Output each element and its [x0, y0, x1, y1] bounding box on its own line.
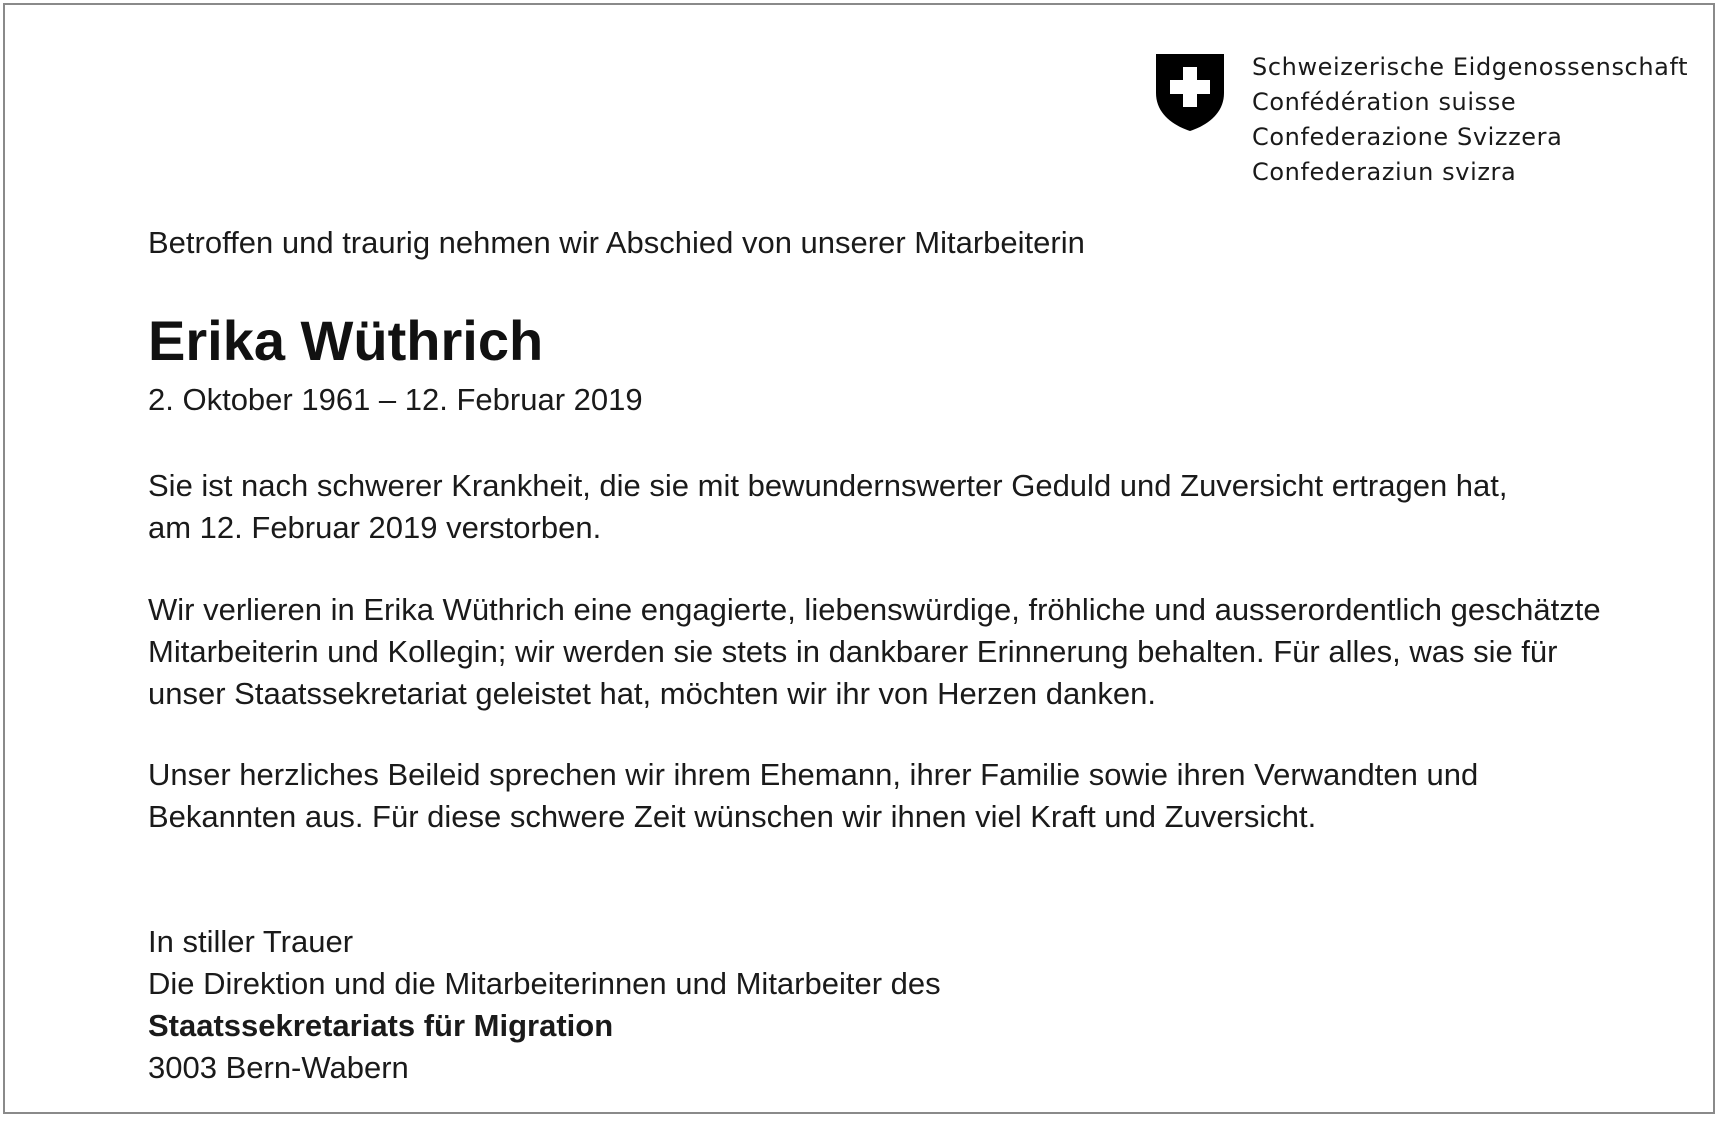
paragraph-line: Sie ist nach schwerer Krankheit, die sie mit bewundernswerter Geduld und Zuversicht ertragen hat, — [148, 468, 1508, 503]
paragraph-line: Wir verlieren in Erika Wüthrich eine engagierte, liebenswürdige, fröhliche und ausserordentlich geschätzte — [148, 592, 1601, 627]
life-dates: 2. Oktober 1961 – 12. Februar 2019 — [148, 382, 643, 417]
notice-frame — [3, 3, 1715, 1114]
confederation-name-rm: Confederaziun svizra — [1252, 158, 1517, 186]
paragraph-line: Unser herzliches Beileid sprechen wir ihrem Ehemann, ihrer Familie sowie ihren Verwandten und — [148, 757, 1479, 792]
closing-line: In stiller Trauer — [148, 924, 354, 959]
paragraph-line: Mitarbeiterin und Kollegin; wir werden sie stets in dankbarer Erinnerung behalten. Für alles, was sie für — [148, 634, 1558, 669]
paragraph-tribute — [148, 589, 1601, 715]
closing-signature — [148, 921, 941, 1089]
confederation-names — [1252, 50, 1688, 190]
paragraph-line: Bekannten aus. Für diese schwere Zeit wünschen wir ihnen viel Kraft und Zuversicht. — [148, 799, 1317, 834]
organization-address: 3003 Bern-Wabern — [148, 1050, 409, 1085]
confederation-name-it: Confederazione Svizzera — [1252, 123, 1563, 151]
confederation-name-fr: Confédération suisse — [1252, 88, 1517, 116]
closing-line: Die Direktion und die Mitarbeiterinnen und Mitarbeiter des — [148, 966, 941, 1001]
paragraph-passing — [148, 465, 1508, 549]
paragraph-condolence — [148, 754, 1478, 838]
organization-name: Staatssekretariats für Migration — [148, 1008, 614, 1043]
paragraph-line: unser Staatssekretariat geleistet hat, möchten wir ihr von Herzen danken. — [148, 676, 1157, 711]
swiss-coat-of-arms-icon — [1153, 51, 1227, 133]
deceased-name: Erika Wüthrich — [148, 309, 544, 372]
paragraph-line: am 12. Februar 2019 verstorben. — [148, 510, 602, 545]
intro-text: Betroffen und traurig nehmen wir Abschied von unserer Mitarbeiterin — [148, 225, 1085, 260]
confederation-name-de: Schweizerische Eidgenossenschaft — [1252, 53, 1689, 81]
